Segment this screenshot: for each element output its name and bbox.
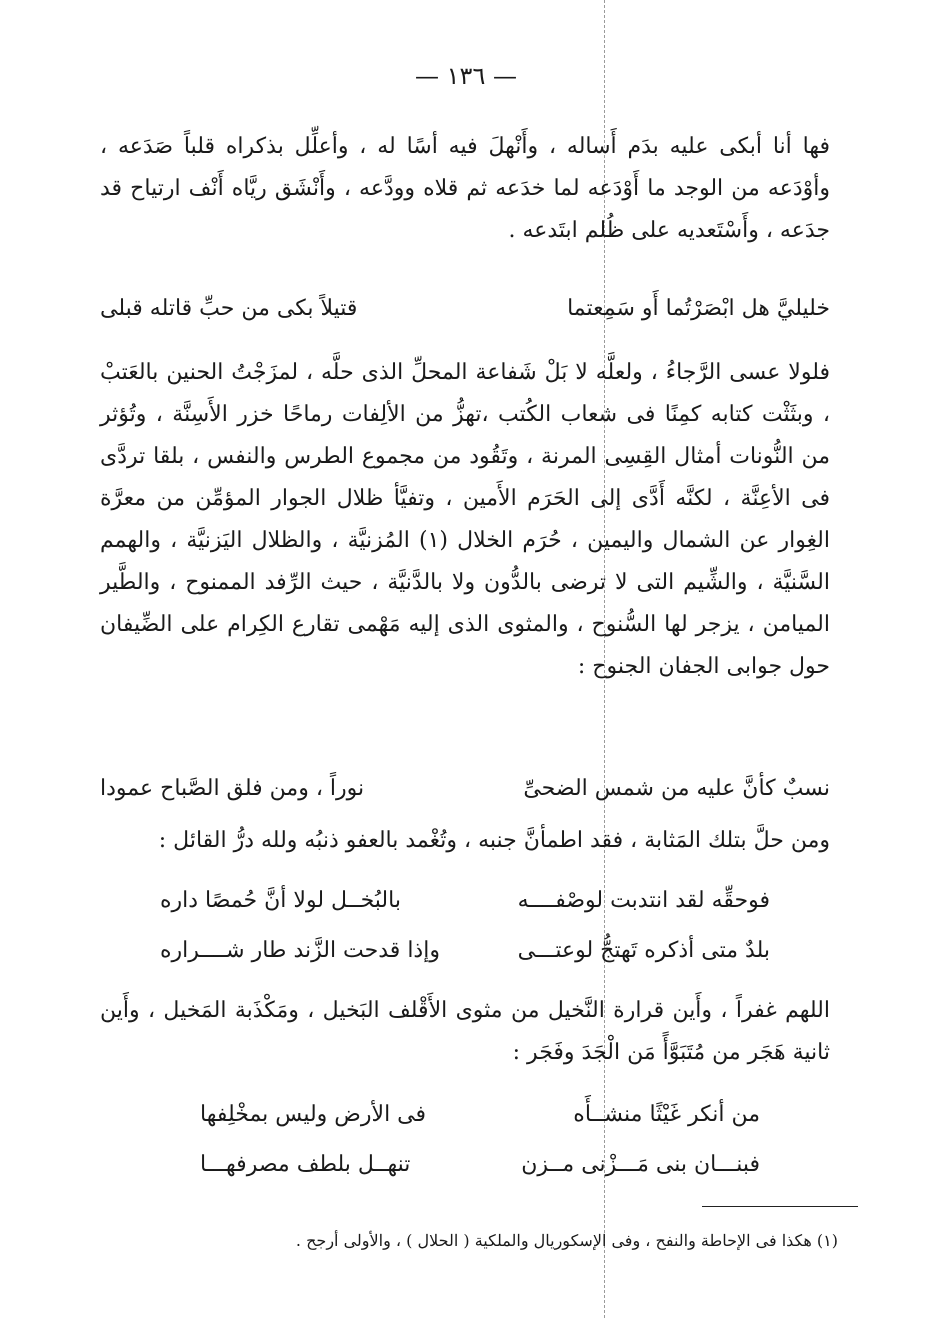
verse-line — [100, 288, 830, 330]
verse-line — [160, 930, 770, 972]
paragraph: ومن حلَّ بتلك المَثابة ، فقد اطمأنَّ جنبه ، وتُغْمد بالعفو ذنبُه ولله درُّ القائل : — [158, 828, 830, 853]
verse-first-hemistich: فوحقِّه لقد انتدبت لوصْفــــه — [517, 888, 770, 913]
paragraph: فها أنا أبكى عليه بدَم أَساله ، وأَنْهلَ فيه أسًا له ، وأعلِّل بذكراه قلباً صَدَعه ، وأوْدَعه من الوجد ما أَوْدَعه لما خدَعه ثم قلاه وودَّعه ، وأَنْشَق ريَّاه أَنْف ارتياح قد جدَعه ، وأَسْتَعديه على ظُلم ابتَدعه . — [100, 134, 830, 243]
paragraph-block — [100, 990, 830, 1074]
verse-line — [200, 1144, 760, 1186]
paragraph-block — [100, 820, 830, 862]
verse-second-hemistich: قتيلاً بكى من حبِّ قاتله قبلى — [100, 296, 358, 321]
verse-line — [200, 1094, 760, 1136]
page-number: — ١٣٦ — — [415, 62, 517, 90]
verse-first-hemistich: بلدٌ متى أذكره تَهتجُّ لوعتـــى — [517, 938, 770, 963]
paragraph: فلولا عسى الرَّجاءُ ، ولعلَّه لا بَلْ شَفاعة المحلِّ الذى حلَّه ، لمزَجْتُ الحنين بالعَتبْ ، وبثَثْت كتابه كمِنًا فى شعاب الكُتب ،تهزُّ من الألِفات رماحًا خزر الأَسِنَّة ، وتُؤثر من النُّونات أمثال القِسِى المرنة ، وتَقُود من مجموع الطرس والنفس ، بلقا تردَّى فى الأعِنَّة ، لكنَّه أَدَّى إلى الحَرَم الأَمين ، وتفيَّأ ظلال الجوار المؤمِّن من معرَّة الغِوار عن الشمال واليمين ، حُرَم الخلال (١) المُزنيَّة ، والظلال اليَزنيَّة ، والهمم السَّنيَّة ، والشِّيم التى لا ترضى بالدُّون ولا بالدَّنيَّة ، حيث الرِّفد الممنوح ، والطَّير الميامن ، يزجر لها السُّنوح ، والمثوى الذى إليه مَهْمى تقارع الكِرام على الضِّيفان حول جوابى الجفان الجنوح : — [100, 360, 830, 679]
footnote-divider — [702, 1206, 858, 1207]
verse-second-hemistich: بالبُخــل لولا أنَّ حُمصًا داره — [160, 888, 401, 913]
verse-second-hemistich: تنهــل بلطف مصرفهـــا — [200, 1152, 411, 1177]
verse-first-hemistich: من أنكر غَيْثًا منشــأَه — [573, 1102, 760, 1127]
verse-line — [100, 768, 830, 810]
paragraph: اللهم غفراً ، وأَين قرارة النَّخيل من مثوى الأَقْلف البَخيل ، ومَكْذَبة المَخيل ، وأَين ثانية هَجَر من مُتَبَوَّأً مَن الْجَدَ وفَجَر : — [100, 998, 830, 1065]
paragraph-block — [100, 126, 830, 252]
verse-second-hemistich: نوراً ، ومن فلق الصَّباح عمودا — [100, 776, 365, 801]
verse-first-hemistich: فبنـــان بنى مَـــزْنى مــزن — [521, 1152, 760, 1177]
verse-line — [160, 880, 770, 922]
footnote: (١) هكذا فى الإحاطة والنفح ، وفى الإسكوريال والملكية ( الحلال ) ، والأولى أرجح . — [295, 1231, 838, 1250]
paragraph-block — [100, 352, 830, 688]
verse-first-hemistich: خليليَّ هل ابْصَرْتُما أَو سَمِعتما — [567, 296, 830, 321]
verse-first-hemistich: نسبٌ كأنَّ عليه من شمس الضحىِّ — [523, 776, 830, 801]
verse-second-hemistich: وإذا قدحت الزَّند طار شــــراره — [160, 938, 440, 963]
verse-second-hemistich: فى الأرض وليس بمخْلِفها — [200, 1102, 427, 1127]
